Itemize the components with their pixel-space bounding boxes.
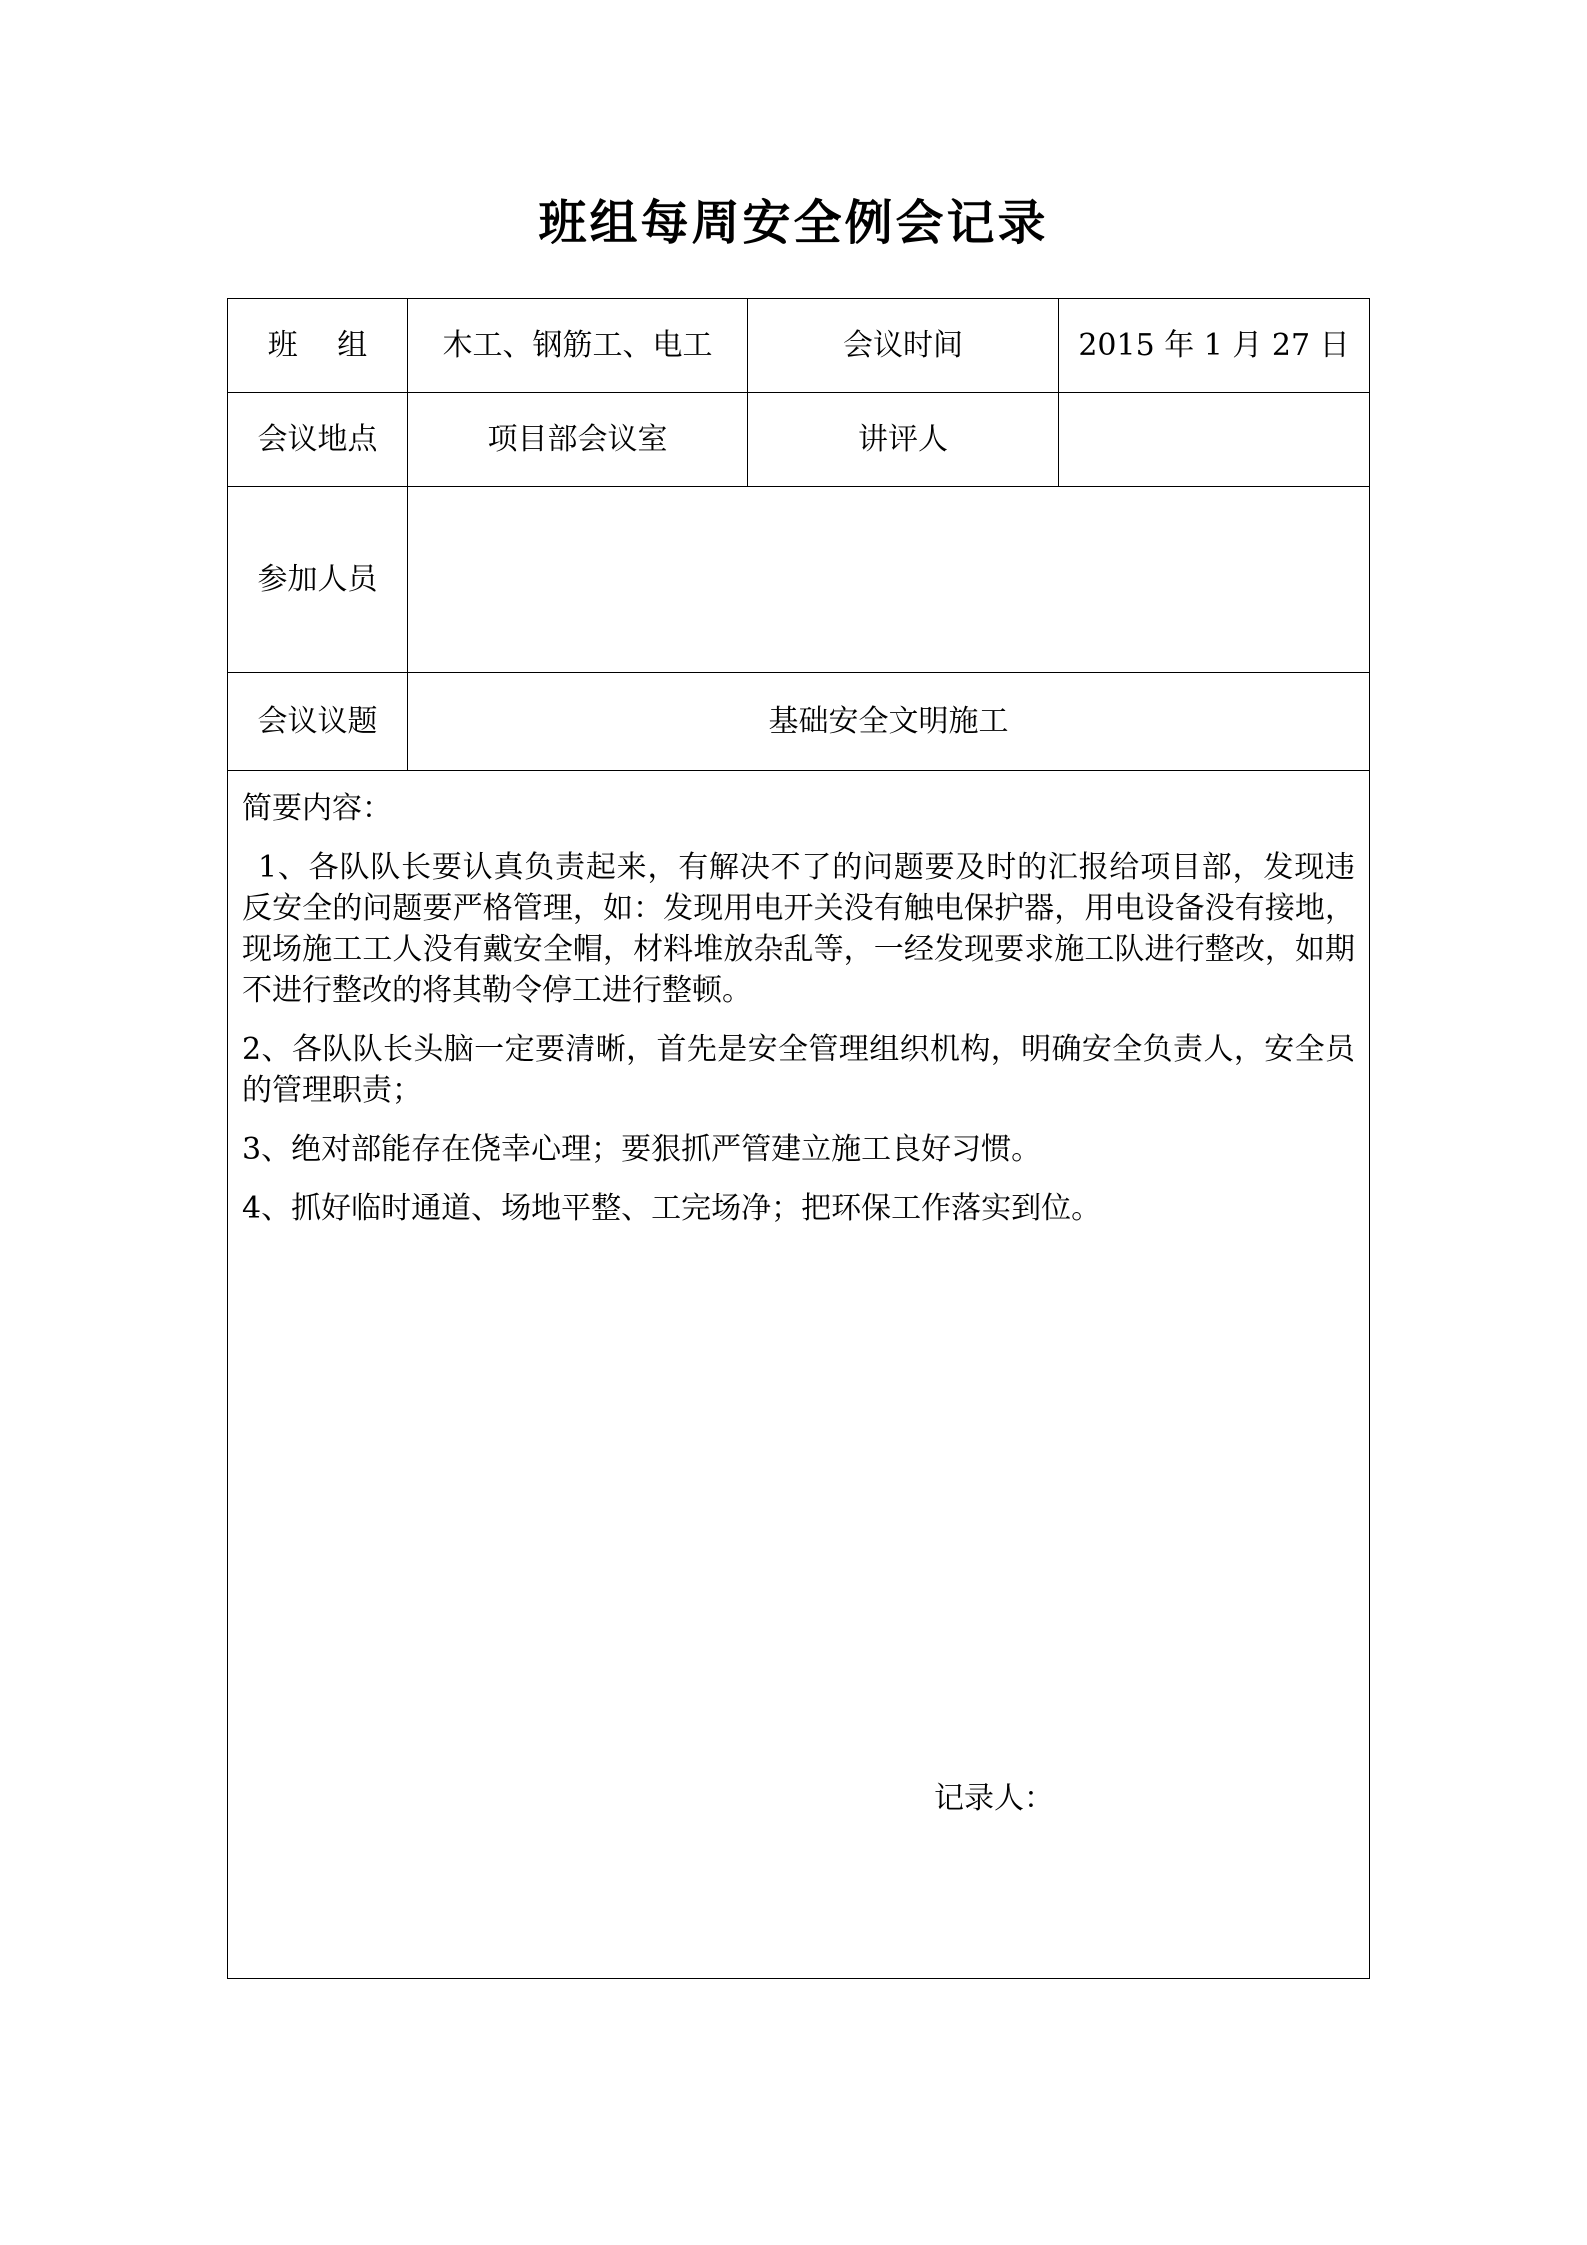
content-item-1: 1、各队队长要认真负责起来，有解决不了的问题要及时的汇报给项目部，发现违反安全的问题要严格管理，如：发现用电开关没有触电保护器，用电设备没有接地，现场施工工人没有戴安全帽，材料堆放杂乱等，一经发现要求施工队进行整改，如期不进行整改的将其勒令停工进行整顿。	[242, 850, 1355, 1008]
reviewer-value	[1059, 393, 1370, 487]
content-item-4: 4、抓好临时通道、场地平整、工完场净；把环保工作落实到位。	[242, 1191, 1102, 1226]
table-row-team-time	[228, 299, 1370, 393]
meeting-record-table	[227, 298, 1370, 1979]
team-value: 木工、钢筋工、电工	[408, 299, 748, 393]
team-label: 班 组	[228, 299, 408, 393]
meeting-time-value: 2015 年 1 月 27 日	[1059, 299, 1370, 393]
attendees-value	[408, 487, 1370, 673]
brief-content-heading: 简要内容：	[242, 791, 392, 826]
location-label: 会议地点	[228, 393, 408, 487]
topic-label: 会议议题	[228, 673, 408, 771]
content-item-3: 3、绝对部能存在侥幸心理；要狠抓严管建立施工良好习惯。	[242, 1132, 1042, 1167]
table-row-topic	[228, 673, 1370, 771]
content-cell	[228, 771, 1370, 1979]
attendees-label: 参加人员	[228, 487, 408, 673]
page-title: 班组每周安全例会记录	[538, 195, 1049, 251]
topic-value: 基础安全文明施工	[408, 673, 1370, 771]
table-row-content	[228, 771, 1370, 1979]
table-row-attendees	[228, 487, 1370, 673]
location-value: 项目部会议室	[408, 393, 748, 487]
reviewer-label: 讲评人	[748, 393, 1059, 487]
content-item-2: 2、各队队长头脑一定要清晰，首先是安全管理组织机构，明确安全负责人，安全员的管理职责；	[242, 1032, 1355, 1108]
recorder-label: 记录人：	[934, 1781, 1054, 1816]
table-row-location-reviewer	[228, 393, 1370, 487]
meeting-time-label: 会议时间	[748, 299, 1059, 393]
